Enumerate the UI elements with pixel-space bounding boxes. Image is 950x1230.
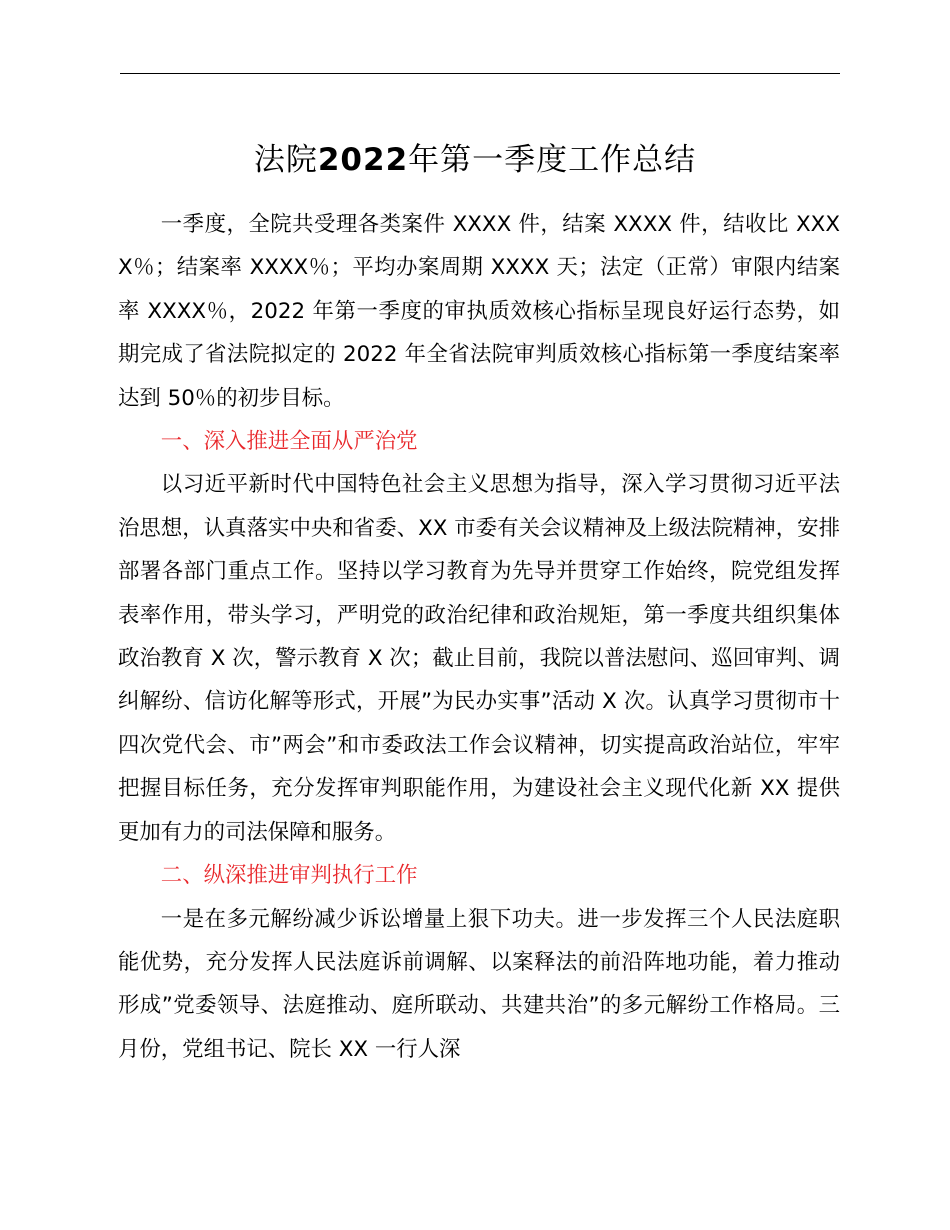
section-1-paragraph: 以习近平新时代中国特色社会主义思想为指导，深入学习贯彻习近平法治思想，认真落实中央和省委、XX 市委有关会议精神及上级法院精神，安排部署各部门重点工作。坚持以学习教育为先导并贯穿工作始终，院党组发挥表率作用，带头学习，严明党的政治纪律和政治规矩，第一季度共组织集体政治教育 X 次，警示教育 X 次；截止目前，我院以普法慰问、巡回审判、调纠解纷、信访化解等形式，开展”为民办实事”活动 X 次。认真学习贯彻市十四次党代会、市”两会”和市委政法工作会议精神，切实提高政治站位，牢牢把握目标任务，充分发挥审判职能作用，为建设社会主义现代化新 XX 提供更加有力的司法保障和服务。 [118, 472, 840, 845]
section-heading-2: 二、纵深推进审判执行工作 [160, 863, 418, 889]
document-title [0, 130, 950, 190]
section-heading-1: 一、深入推进全面从严治党 [160, 429, 418, 455]
header-rule [120, 73, 840, 74]
title-prefix: 法院 [253, 142, 318, 178]
title-year: 2022 [317, 142, 409, 178]
title-suffix: 年第一季度工作总结 [408, 142, 697, 178]
section-2-paragraph: 一是在多元解纷减少诉讼增量上狠下功夫。进一步发挥三个人民法庭职能优势，充分发挥人民法庭诉前调解、以案释法的前沿阵地功能，着力推动形成”党委领导、法庭推动、庭所联动、共建共治”的多元解纷工作格局。三月份，党组书记、院长 XX 一行人深 [118, 906, 840, 1062]
intro-paragraph: 一季度，全院共受理各类案件 XXXX 件，结案 XXXX 件，结收比 XXXX％；结案率 XXXX％；平均办案周期 XXXX 天；法定（正常）审限内结案率 XXXX％，2022 年第一季度的审执质效核心指标呈现良好运行态势，如期完成了省法院拟定的 2022 年全省法院审判质效核心指标第一季度结案率达到 50％的初步目标。 [118, 212, 840, 411]
document-body [118, 203, 840, 1071]
